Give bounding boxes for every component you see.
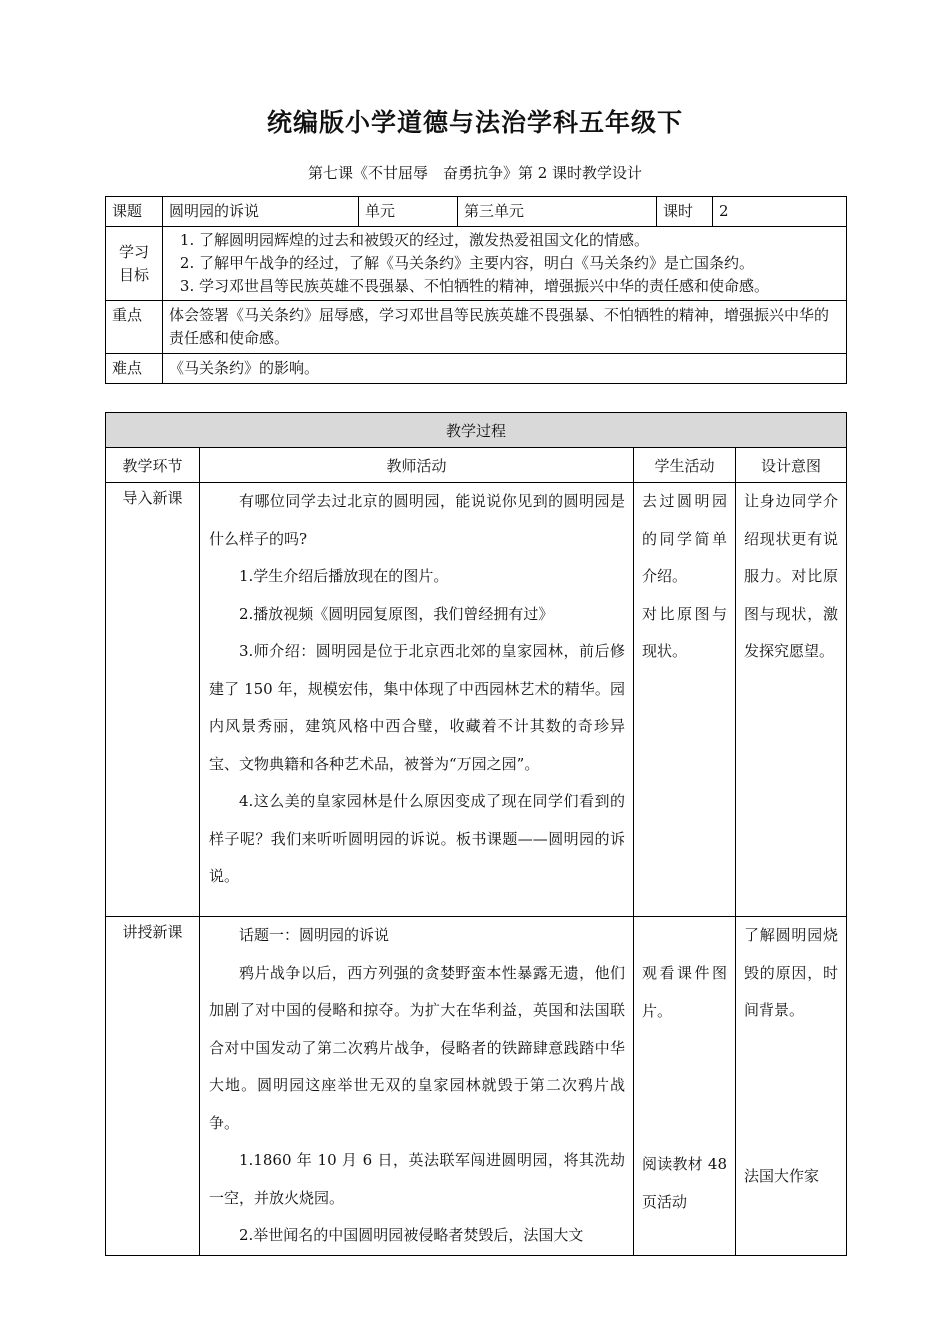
column-header: 设计意图 xyxy=(736,448,847,483)
period-value: 2 xyxy=(713,197,847,227)
key-points-row xyxy=(106,301,847,354)
phase-cell: 讲授新课 xyxy=(106,917,200,1256)
goal-item: 3. 学习邓世昌等民族英雄不畏强暴、不怕牺牲的精神，增强振兴中华的责任感和使命感。 xyxy=(199,275,840,298)
intent-paragraph: 法国大作家 xyxy=(744,1166,820,1185)
topic-label: 课题 xyxy=(106,197,163,227)
column-header: 教师活动 xyxy=(200,448,634,483)
column-header: 学生活动 xyxy=(634,448,736,483)
lesson-info-table xyxy=(105,196,847,384)
student-paragraph: 对比原图与现状。 xyxy=(642,604,727,660)
teacher-paragraph: 3.师介绍：圆明园是位于北京西北郊的皇家园林，前后修建了 150 年，规模宏伟，集中体现了中西园林艺术的精华。园内风景秀丽，建筑风格中西合璧，收藏着不计其数的奇珍异宝、文物典籍和各种艺术品，被誉为“万园之园”。 xyxy=(209,642,625,773)
unit-value: 第三单元 xyxy=(458,197,657,227)
student-activity xyxy=(634,483,736,917)
teacher-paragraph: 2.播放视频《圆明园复原图，我们曾经拥有过》 xyxy=(239,604,554,623)
student-paragraph: 阅读教材 48 页活动 xyxy=(642,1155,727,1211)
teacher-paragraph: 话题一：圆明园的诉说 xyxy=(239,926,390,944)
document-subtitle: 第七课《不甘屈辱 奋勇抗争》第 2 课时教学设计 xyxy=(307,164,643,182)
student-paragraph: 去过圆明园的同学简单介绍。 xyxy=(642,492,727,585)
column-header: 教学环节 xyxy=(106,448,200,483)
teacher-activity xyxy=(200,483,634,917)
teacher-paragraph: 4.这么美的皇家园林是什么原因变成了现在同学们看到的样子呢？我们来听听圆明园的诉说。板书课题——圆明园的诉说。 xyxy=(209,792,625,885)
teacher-paragraph: 2.举世闻名的中国圆明园被侵略者焚毁后，法国大文 xyxy=(239,1226,584,1244)
teacher-paragraph: 1.学生介绍后播放现在的图片。 xyxy=(239,567,449,585)
goals-row xyxy=(106,227,847,301)
teacher-paragraph: 有哪位同学去过北京的圆明园，能说说你见到的圆明园是什么样子的吗? xyxy=(209,492,625,548)
teacher-paragraph: 鸦片战争以后，西方列强的贪婪野蛮本性暴露无遗，他们加剧了对中国的侵略和掠夺。为扩大在华利益，英国和法国联合对中国发动了第二次鸦片战争，侵略者的铁蹄肆意践踏中华大地。圆明园这座举世无双的皇家园林就毁于第二次鸦片战争。 xyxy=(209,963,625,1132)
difficulty-label: 难点 xyxy=(106,354,163,384)
topic-row xyxy=(106,197,847,227)
goals-label: 学习 目标 xyxy=(106,227,163,301)
process-row-lesson xyxy=(106,917,847,1256)
key-points-text: 体会签署《马关条约》屈辱感，学习邓世昌等民族英雄不畏强暴、不怕牺牲的精神，增强振兴中华的责任感和使命感。 xyxy=(163,301,847,354)
teacher-paragraph: 1.1860 年 10 月 6 日，英法联军闯进圆明园，将其洗劫一空，并放火烧园。 xyxy=(209,1151,625,1207)
difficulty-text: 《马关条约》的影响。 xyxy=(163,354,847,384)
period-label: 课时 xyxy=(657,197,713,227)
design-intent xyxy=(736,917,847,1256)
student-activity xyxy=(634,917,736,1256)
difficulty-row xyxy=(106,354,847,384)
intent-paragraph: 了解圆明园烧毁的原因，时间背景。 xyxy=(744,926,839,1019)
design-intent xyxy=(736,483,847,917)
key-points-label: 重点 xyxy=(106,301,163,354)
process-header-row xyxy=(106,448,847,483)
document-title: 统编版小学道德与法治学科五年级下 xyxy=(266,108,683,137)
phase-cell: 导入新课 xyxy=(106,483,200,917)
teaching-process-table xyxy=(105,412,847,1256)
unit-label: 单元 xyxy=(359,197,458,227)
topic-value: 圆明园的诉说 xyxy=(163,197,359,227)
teacher-activity xyxy=(200,917,634,1256)
process-heading: 教学过程 xyxy=(106,413,847,448)
goal-item: 2. 了解甲午战争的经过，了解《马关条约》主要内容，明白《马关条约》是亡国条约。 xyxy=(199,252,840,275)
student-paragraph: 观看课件图片。 xyxy=(642,964,727,1020)
goals-list xyxy=(169,229,840,298)
goal-item: 1. 了解圆明园辉煌的过去和被毁灭的经过，激发热爱祖国文化的情感。 xyxy=(199,229,840,252)
process-row-intro xyxy=(106,483,847,917)
intent-paragraph: 让身边同学介绍现状更有说服力。对比原图与现状，激发探究愿望。 xyxy=(744,492,839,660)
